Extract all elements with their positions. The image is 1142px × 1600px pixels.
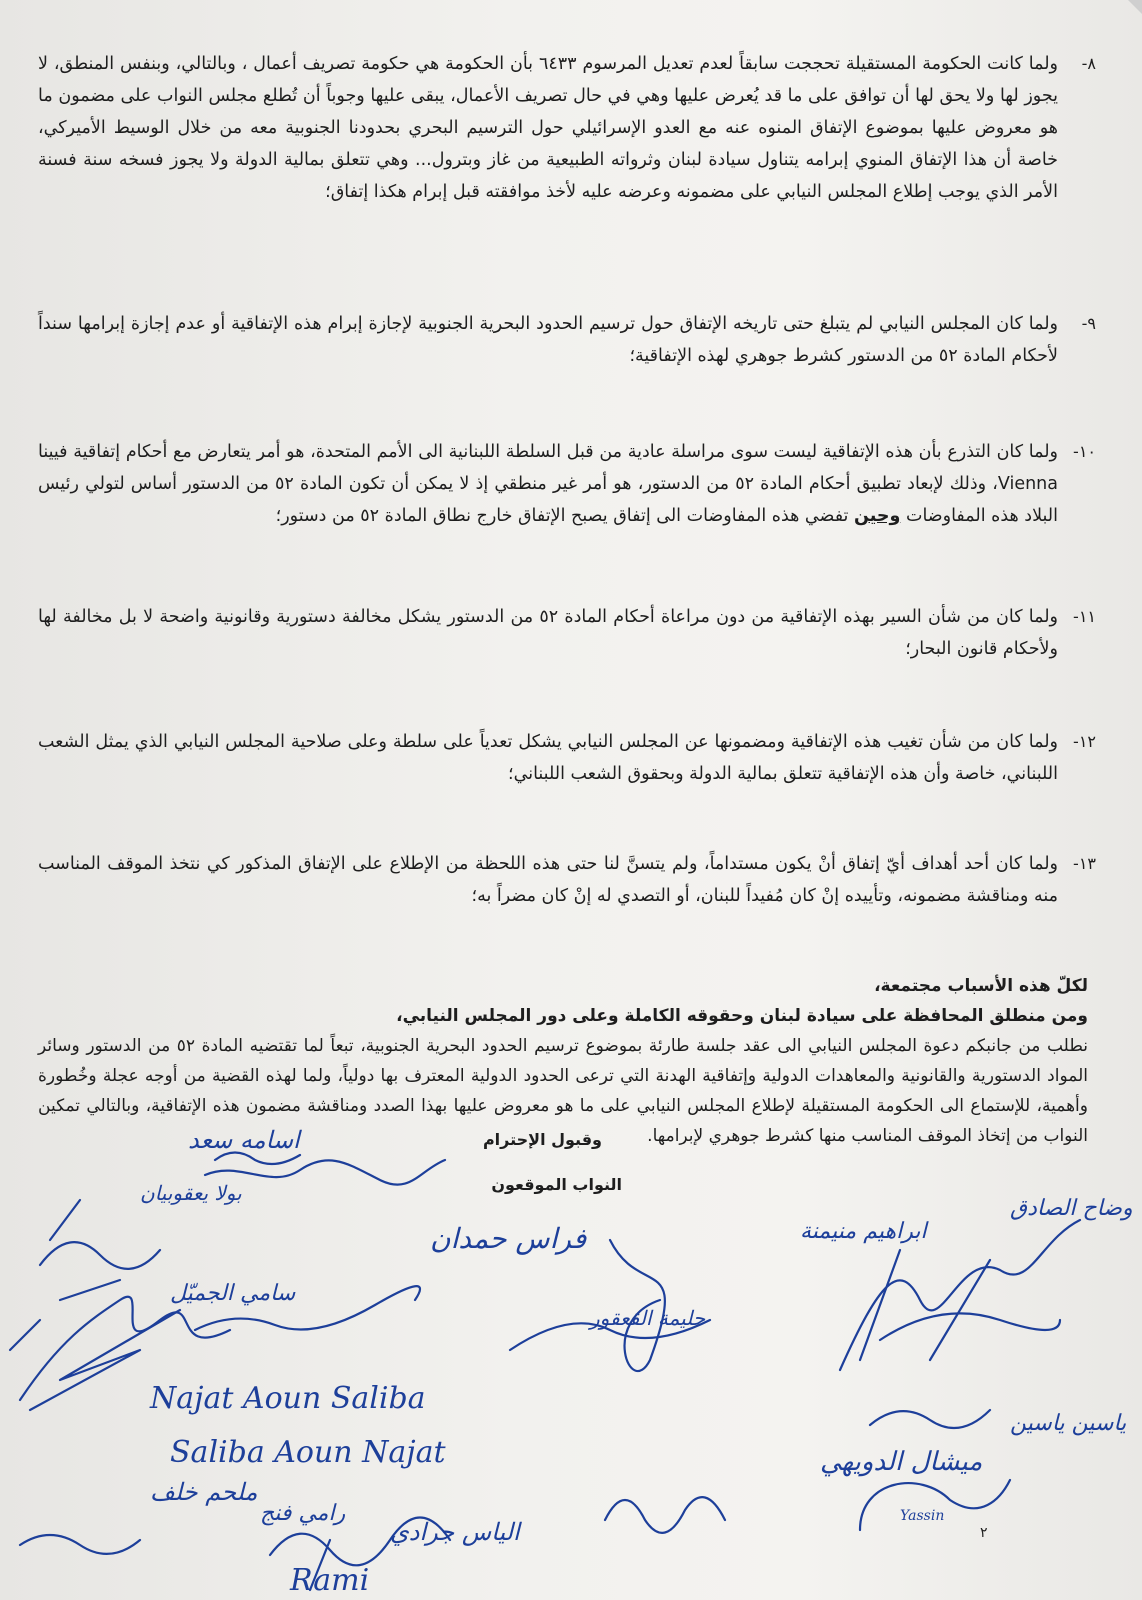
paragraph-12: [38, 726, 1096, 790]
underlined-word: وحين: [854, 506, 901, 526]
signature-najat-saliba-2: Saliba Aoun Najat: [170, 1435, 446, 1470]
signature-najat-saliba-1: Najat Aoun Saliba: [150, 1381, 426, 1416]
paragraph-number: ١٢-: [1073, 732, 1096, 751]
signature-paula-yacoubian: بولا يعقوبيان: [140, 1181, 242, 1205]
paragraph-13: [38, 848, 1096, 912]
paragraph-number: ٩-: [1081, 314, 1096, 333]
signature-yassin-yassin: ياسين ياسين: [1010, 1411, 1127, 1436]
page-number: ٢: [980, 1525, 988, 1541]
paragraph-text: ولما كان من شأن السير بهذه الإتفاقية من دون مراعاة أحكام المادة ٥٢ من الدستور يشكل مخالفة دستورية وقانونية واضحة لا بل مخالفة لها ولأحكام قانون البحار؛: [38, 607, 1059, 659]
paragraph-text: ولما كانت الحكومة المستقيلة تحججت سابقاً لعدم تعديل المرسوم ٦٤٣٣ بأن الحكومة هي حكومة تصريف أعمال ، وبالتالي، وبنفس المنطق، لا يجوز لها ولا يحق لها أن توافق على ما قد يُعرض عليها وهي في حال تصريف الأعمال، يبقى عليها وجوباً أن تُطلع مجلس النواب على مضمون ما هو معروض عليها بموضوع الإتفاق المنوه عنه مع العدو الإسرائيلي حول الترسيم البحري بحدودنا الجنوبية معه من خلال الوسيط الأميركي، خاصة أن هذا الإتفاق المنوي إبرامه يتناول سيادة لبنان وثرواته الطبيعية من غاز وبترول... وهي تتعلق بمالية الدولة ولا يجوز فسخه سنة فسنة الأمر الذي يوجب إطلاع المجلس النيابي على مضمونه وعرضه عليه لأخذ موافقته قبل إبرام هكذا إتفاق؛: [38, 54, 1058, 202]
signature-osama-saad: اسامه سعد: [188, 1126, 300, 1154]
paragraph-text: ولما كان المجلس النيابي لم يتبلغ حتى تاريخه الإتفاق حول ترسيم الحدود البحرية الجنوبية لإجازة إبرام هذه الإتفاقية أو عدم إجازة إبرامها سنداً لأحكام المادة ٥٢ من الدستور كشرط جوهري لهذه الإتفاقية؛: [38, 314, 1058, 366]
paragraph-11: [38, 601, 1096, 665]
paragraph-number: ١١-: [1073, 607, 1096, 626]
signature-yassin-latin: Yassin: [900, 1508, 945, 1524]
request-section: [38, 971, 1088, 1151]
closing-salutation: وقبول الإحترام: [482, 1130, 602, 1149]
reasons-heading: لكلّ هذه الأسباب مجتمعة،: [874, 976, 1088, 996]
paragraph-number: ١٣-: [1073, 854, 1096, 873]
paragraph-text: ولما كان التذرع بأن هذه الإتفاقية ليست سوى مراسلة عادية من قبل السلطة اللبنانية الى الأمم المتحدة، هو أمر يتعارض مع أحكام إتفاقية فيينا Vienna، وذلك لإبعاد تطبيق أحكام المادة ٥٢ من الدستور، هو أمر غير منطقي إذ لا يمكن أن تكون المادة ٥٢ من الدستور أساس لتولي رئيس البلاد هذه المفاوضات: [38, 442, 1058, 526]
signature-rami-latin: Rami: [290, 1563, 370, 1598]
signature-elias-jradi: الياس جرادي: [390, 1518, 520, 1546]
signature-waddah-sadek: وضاح الصادق: [1010, 1196, 1133, 1221]
signature-melhem-khalaf: ملحم خلف: [150, 1478, 258, 1506]
paragraph-9: [38, 308, 1096, 372]
signature-firas-hamdan: فراس حمدان: [430, 1222, 587, 1255]
signature-halima-kaakour: حليمة القعقور: [590, 1306, 706, 1330]
signature-rami-fanj: رامي فنج: [260, 1501, 346, 1526]
signature-sami-gemayel: سامي الجميّل: [170, 1281, 296, 1306]
paragraph-number: ٨-: [1081, 54, 1096, 73]
paragraph-number: ١٠-: [1073, 442, 1096, 461]
reasons-subheading: ومن منطلق المحافظة على سيادة لبنان وحقوقه الكاملة وعلى دور المجلس النيابي،: [396, 1006, 1088, 1026]
paragraph-8: [38, 48, 1096, 208]
request-text: نطلب من جانبكم دعوة المجلس النيابي الى عقد جلسة طارئة بموضوع ترسيم الحدود البحرية الجنوبية، تبعاً لما تقتضيه المادة ٥٢ من الدستور وسائر المواد الدستورية والقانونية والمعاهدات الدولية وإتفاقية الهدنة التي ترعى الحدود الدولية المعترف بها دولياً، ولما لهذه القضية من أوجه عجلة وخُطورة وأهمية، للإستماع الى الحكومة المستقيلة لإطلاع المجلس النيابي على ما هو معروض عليها بهذا الصدد ومناقشة مضمون هذه الإتفاقية، وبالتالي تمكين النواب من إتخاذ الموقف المناسب منها كشرط جوهري لإبرامها.: [38, 1036, 1088, 1146]
paragraph-text-continued: تفضي هذه المفاوضات الى إتفاق يصبح الإتفاق خارج نطاق المادة ٥٢ من دستور؛: [275, 506, 849, 526]
signers-label: النواب الموقعون: [491, 1175, 622, 1194]
paragraph-10: [38, 436, 1096, 532]
page-fold-corner: [1128, 0, 1142, 14]
signature-ibrahim-mneimneh: ابراهيم منيمنة: [800, 1219, 927, 1244]
signature-michel-douaihy: ميشال الدويهي: [820, 1447, 983, 1477]
paragraph-text: ولما كان من شأن تغيب هذه الإتفاقية ومضمونها عن المجلس النيابي يشكل تعدياً على سلطة وعلى صلاحية المجلس النيابي الذي يمثل الشعب اللبناني، خاصة وأن هذه الإتفاقية تتعلق بمالية الدولة وبحقوق الشعب اللبناني؛: [38, 732, 1058, 784]
paragraph-text: ولما كان أحد أهداف أيّ إتفاق أنْ يكون مستداماً، ولم يتسنَّ لنا حتى هذه اللحظة من الإطلاع على الإتفاق المذكور كي نتخذ الموقف المناسب منه ومناقشة مضمونه، وتأييده إنْ كان مُفيداً للبنان، أو التصدي له إنْ كان مضراً به؛: [38, 854, 1058, 906]
